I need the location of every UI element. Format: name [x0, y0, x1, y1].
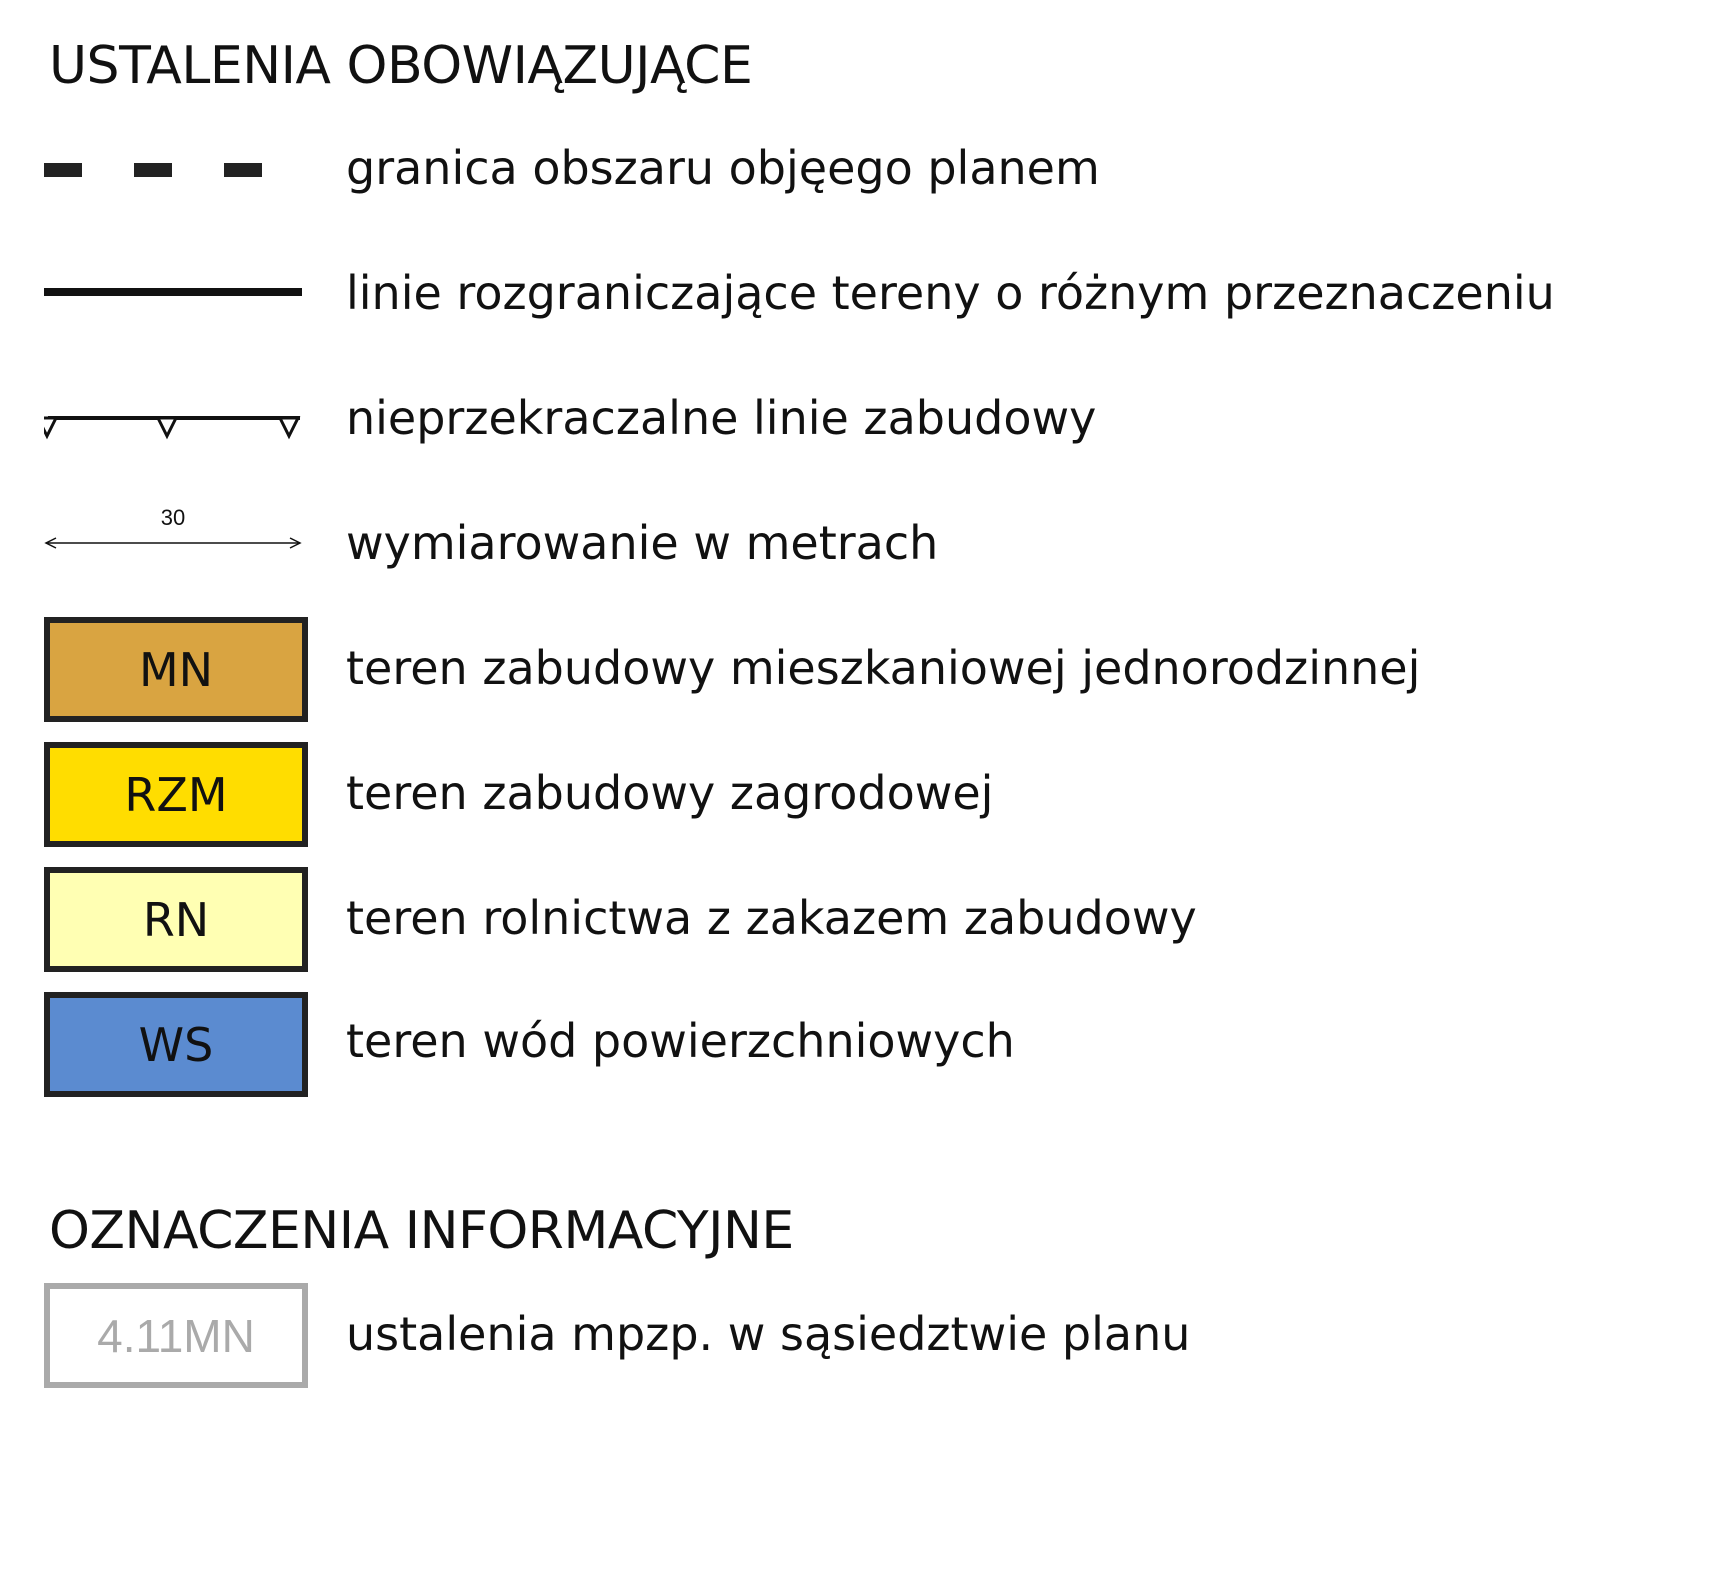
zone-box-mn: [44, 617, 308, 722]
legend-label-building-lines: nieprzekraczalne linie zabudowy: [346, 391, 1097, 445]
neighbouring-plan-code: 4.11MN: [97, 1309, 255, 1362]
triangle-line-symbol: [44, 400, 302, 450]
dimension-arrow-symbol: [44, 505, 302, 555]
dashed-line-symbol: [44, 150, 302, 190]
zone-box-rn: [44, 867, 308, 972]
legend-label-neighbouring-plan: ustalenia mpzp. w sąsiedztwie planu: [346, 1307, 1191, 1361]
legend-label-rzm: teren zabudowy zagrodowej: [346, 766, 994, 820]
section-title-binding: USTALENIA OBOWIĄZUJĄCE: [49, 36, 753, 96]
legend-label-ws: teren wód powierzchniowych: [346, 1014, 1015, 1068]
section-title-informational: OZNACZENIA INFORMACYJNE: [49, 1201, 794, 1261]
zone-box-ws: [44, 992, 308, 1097]
zone-code-ws: WS: [138, 1017, 214, 1072]
outline-box-neighbouring-plan: [44, 1283, 308, 1388]
legend-label-dimensioning: wymiarowanie w metrach: [346, 516, 939, 570]
legend-label-rn: teren rolnictwa z zakazem zabudowy: [346, 891, 1197, 945]
zone-code-mn: MN: [138, 642, 214, 697]
zone-code-rn: RN: [142, 892, 210, 947]
dimension-value: 30: [160, 505, 186, 530]
legend-label-plan-boundary: granica obszaru objęego planem: [346, 141, 1100, 195]
legend-label-mn: teren zabudowy mieszkaniowej jednorodzinnej: [346, 641, 1421, 695]
zone-box-rzm: [44, 742, 308, 847]
zone-code-rzm: RZM: [124, 767, 228, 822]
legend-label-demarcation-lines: linie rozgraniczające tereny o różnym przeznaczeniu: [346, 266, 1555, 320]
solid-line-symbol: [44, 272, 302, 312]
